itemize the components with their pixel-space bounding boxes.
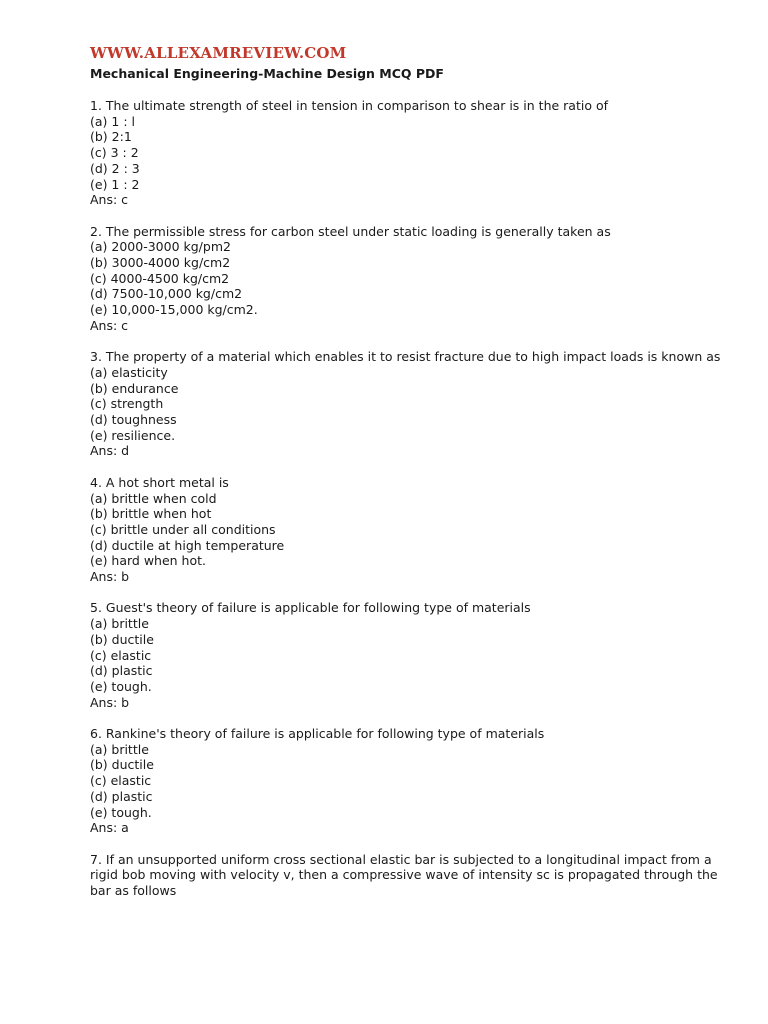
option-a: (a) elasticity (90, 364, 168, 380)
option-b: (b) ductile (90, 757, 154, 773)
option-d: (d) 7500-10,000 kg/cm2 (90, 286, 243, 302)
question-text: 4. A hot short metal is (90, 474, 229, 490)
question-text: 3. The property of a material which enables it to resist fracture due to high impact loads is known as (90, 349, 721, 365)
option-a: (a) brittle (90, 616, 149, 632)
answer: Ans: c (90, 192, 129, 208)
answer: Ans: a (90, 820, 129, 836)
option-a: (a) 1 : l (90, 113, 135, 129)
option-d: (d) 2 : 3 (90, 160, 140, 176)
question-5 (90, 600, 730, 710)
option-c: (c) 4000-4500 kg/cm2 (90, 270, 230, 286)
option-a: (a) 2000-3000 kg/pm2 (90, 239, 231, 255)
document-page (90, 44, 730, 914)
option-b: (b) endurance (90, 380, 179, 396)
question-text: 1. The ultimate strength of steel in tension in comparison to shear is in the ratio of (90, 98, 608, 113)
question-2 (90, 224, 730, 334)
question-6 (90, 726, 730, 836)
option-d: (d) ductile at high temperature (90, 537, 285, 553)
option-c: (c) 3 : 2 (90, 145, 139, 161)
answer: Ans: c (90, 317, 129, 333)
question-3 (90, 349, 730, 459)
option-e: (e) 1 : 2 (90, 176, 140, 192)
question-1 (90, 98, 730, 208)
document-title: Mechanical Engineering-Machine Design MCQ PDF (90, 66, 444, 81)
site-url[interactable]: WWW.ALLEXAMREVIEW.COM (90, 44, 347, 62)
question-text: 5. Guest's theory of failure is applicable for following type of materials (90, 600, 531, 616)
option-e: (e) tough. (90, 678, 152, 694)
option-d: (d) plastic (90, 788, 153, 804)
question-text: 2. The permissible stress for carbon steel under static loading is generally taken as (90, 223, 611, 239)
option-c: (c) elastic (90, 647, 152, 663)
option-b: (b) 3000-4000 kg/cm2 (90, 255, 231, 271)
option-e: (e) resilience. (90, 427, 176, 443)
question-text: 6. Rankine's theory of failure is applicable for following type of materials (90, 726, 545, 742)
option-b: (b) ductile (90, 631, 154, 647)
option-b: (b) 2:1 (90, 129, 132, 145)
option-e: (e) hard when hot. (90, 553, 207, 569)
question-4 (90, 475, 730, 585)
option-c: (c) elastic (90, 773, 152, 789)
option-a: (a) brittle when cold (90, 490, 217, 506)
option-e: (e) 10,000-15,000 kg/cm2. (90, 302, 258, 318)
option-d: (d) toughness (90, 412, 177, 428)
answer: Ans: b (90, 569, 130, 585)
option-e: (e) tough. (90, 804, 152, 820)
option-d: (d) plastic (90, 663, 153, 679)
answer: Ans: d (90, 443, 130, 459)
option-c: (c) strength (90, 396, 164, 412)
option-c: (c) brittle under all conditions (90, 521, 276, 537)
option-b: (b) brittle when hot (90, 506, 212, 522)
question-7 (90, 852, 730, 899)
answer: Ans: b (90, 694, 130, 710)
option-a: (a) brittle (90, 741, 149, 757)
question-text: 7. If an unsupported uniform cross sectional elastic bar is subjected to a longitudinal impact from a rigid bob moving with velocity v, then a compressive wave of intensity sc is propagated through the bar as follows (90, 851, 722, 899)
